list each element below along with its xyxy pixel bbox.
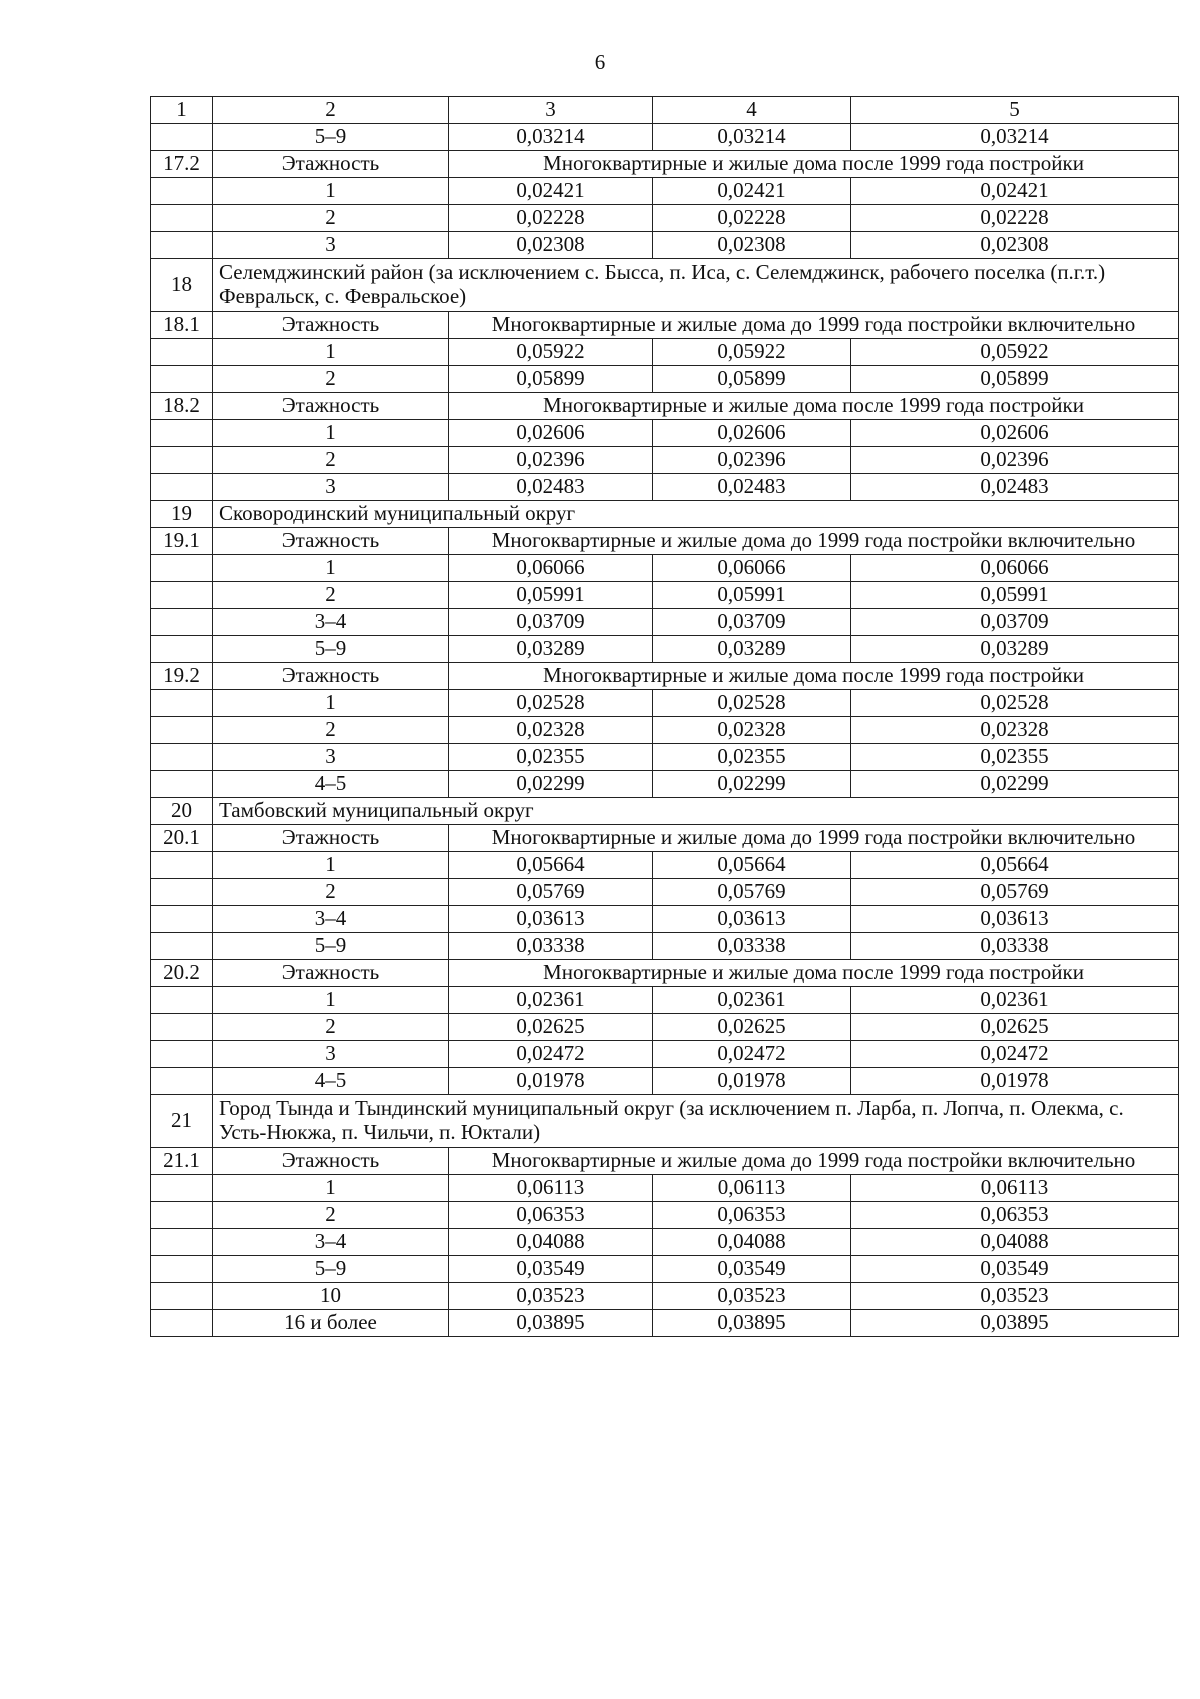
table-row: [151, 474, 1179, 501]
subsection-number: 21.1: [151, 1148, 213, 1175]
value-cell: 0,02625: [851, 1014, 1179, 1041]
value-cell: 0,02228: [851, 205, 1179, 232]
floors-header: Этажность: [213, 528, 449, 555]
value-cell: 0,05991: [851, 582, 1179, 609]
floors-cell: 1: [213, 690, 449, 717]
table-header-row: [151, 97, 1179, 124]
row-number-cell: [151, 690, 213, 717]
row-number-cell: [151, 636, 213, 663]
value-cell: 0,02421: [851, 178, 1179, 205]
row-number-cell: [151, 1175, 213, 1202]
row-number-cell: [151, 447, 213, 474]
table-row: [151, 555, 1179, 582]
row-number-cell: [151, 1283, 213, 1310]
floors-cell: 1: [213, 555, 449, 582]
value-cell: 0,03338: [653, 933, 851, 960]
value-cell: 0,02299: [449, 771, 653, 798]
value-cell: 0,03895: [851, 1310, 1179, 1337]
table-row: [151, 1256, 1179, 1283]
value-cell: 0,03549: [851, 1256, 1179, 1283]
header-cell: 4: [653, 97, 851, 124]
header-cell: 3: [449, 97, 653, 124]
value-cell: 0,05899: [449, 366, 653, 393]
subsection-number: 20.1: [151, 825, 213, 852]
row-number-cell: [151, 852, 213, 879]
value-cell: 0,03289: [653, 636, 851, 663]
subsection-number: 20.2: [151, 960, 213, 987]
row-number-cell: [151, 555, 213, 582]
value-cell: 0,02308: [851, 232, 1179, 259]
value-cell: 0,02528: [653, 690, 851, 717]
value-cell: 0,02625: [449, 1014, 653, 1041]
subsection-row: [151, 960, 1179, 987]
value-cell: 0,05991: [449, 582, 653, 609]
section-title: Сковородинский муниципальный округ: [213, 501, 1179, 528]
value-cell: 0,03214: [851, 124, 1179, 151]
floors-header: Этажность: [213, 960, 449, 987]
value-cell: 0,02528: [449, 690, 653, 717]
floors-cell: 3–4: [213, 1229, 449, 1256]
floors-cell: 2: [213, 879, 449, 906]
table-row: [151, 339, 1179, 366]
value-cell: 0,03709: [653, 609, 851, 636]
floors-cell: 1: [213, 420, 449, 447]
row-number-cell: [151, 1202, 213, 1229]
section-number: 18: [151, 259, 213, 312]
value-cell: 0,03895: [449, 1310, 653, 1337]
floors-header: Этажность: [213, 312, 449, 339]
table-row: [151, 232, 1179, 259]
row-number-cell: [151, 1068, 213, 1095]
value-cell: 0,01978: [851, 1068, 1179, 1095]
section-row: [151, 259, 1179, 312]
header-cell: 1: [151, 97, 213, 124]
row-number-cell: [151, 420, 213, 447]
value-cell: 0,02328: [449, 717, 653, 744]
table-row: [151, 609, 1179, 636]
value-cell: 0,04088: [449, 1229, 653, 1256]
table-row: [151, 636, 1179, 663]
building-category: Многоквартирные и жилые дома после 1999 года постройки: [449, 393, 1179, 420]
table-row: [151, 1014, 1179, 1041]
value-cell: 0,02228: [653, 205, 851, 232]
building-category: Многоквартирные и жилые дома до 1999 года постройки включительно: [449, 528, 1179, 555]
value-cell: 0,05664: [653, 852, 851, 879]
table-row: [151, 1175, 1179, 1202]
table-row: [151, 420, 1179, 447]
value-cell: 0,03523: [449, 1283, 653, 1310]
value-cell: 0,03338: [851, 933, 1179, 960]
value-cell: 0,03613: [851, 906, 1179, 933]
row-number-cell: [151, 717, 213, 744]
value-cell: 0,01978: [653, 1068, 851, 1095]
value-cell: 0,02606: [653, 420, 851, 447]
floors-cell: 3: [213, 1041, 449, 1068]
building-category: Многоквартирные и жилые дома до 1999 года постройки включительно: [449, 1148, 1179, 1175]
value-cell: 0,02396: [653, 447, 851, 474]
value-cell: 0,06066: [653, 555, 851, 582]
row-number-cell: [151, 366, 213, 393]
value-cell: 0,03895: [653, 1310, 851, 1337]
subsection-row: [151, 312, 1179, 339]
row-number-cell: [151, 1256, 213, 1283]
row-number-cell: [151, 1014, 213, 1041]
floors-cell: 2: [213, 1202, 449, 1229]
table-row: [151, 582, 1179, 609]
value-cell: 0,05922: [851, 339, 1179, 366]
table-row: [151, 1229, 1179, 1256]
floors-cell: 3–4: [213, 609, 449, 636]
value-cell: 0,06353: [449, 1202, 653, 1229]
floors-header: Этажность: [213, 151, 449, 178]
value-cell: 0,05664: [851, 852, 1179, 879]
floors-cell: 2: [213, 366, 449, 393]
floors-cell: 5–9: [213, 933, 449, 960]
value-cell: 0,02472: [653, 1041, 851, 1068]
value-cell: 0,02421: [653, 178, 851, 205]
value-cell: 0,05922: [449, 339, 653, 366]
value-cell: 0,03214: [449, 124, 653, 151]
value-cell: 0,03214: [653, 124, 851, 151]
table-row: [151, 178, 1179, 205]
subsection-number: 18.2: [151, 393, 213, 420]
value-cell: 0,02355: [653, 744, 851, 771]
value-cell: 0,02606: [851, 420, 1179, 447]
table-row: [151, 906, 1179, 933]
value-cell: 0,05991: [653, 582, 851, 609]
value-cell: 0,04088: [653, 1229, 851, 1256]
table-row: [151, 1202, 1179, 1229]
section-title: Селемджинский район (за исключением с. Бысса, п. Иса, с. Селемджинск, рабочего поселка (п.г.т.) Февральск, с. Февральское): [213, 259, 1179, 312]
floors-cell: 1: [213, 852, 449, 879]
value-cell: 0,02483: [851, 474, 1179, 501]
value-cell: 0,05769: [653, 879, 851, 906]
value-cell: 0,02361: [653, 987, 851, 1014]
table-row: [151, 124, 1179, 151]
value-cell: 0,06113: [449, 1175, 653, 1202]
building-category: Многоквартирные и жилые дома после 1999 года постройки: [449, 151, 1179, 178]
table-row: [151, 852, 1179, 879]
row-number-cell: [151, 906, 213, 933]
table-row: [151, 987, 1179, 1014]
subsection-row: [151, 151, 1179, 178]
value-cell: 0,02355: [449, 744, 653, 771]
floors-cell: 2: [213, 447, 449, 474]
table-row: [151, 205, 1179, 232]
value-cell: 0,05899: [851, 366, 1179, 393]
subsection-number: 19.1: [151, 528, 213, 555]
table-row: [151, 366, 1179, 393]
row-number-cell: [151, 609, 213, 636]
subsection-row: [151, 1148, 1179, 1175]
value-cell: 0,02361: [449, 987, 653, 1014]
section-title: Город Тында и Тындинский муниципальный округ (за исключением п. Ларба, п. Лопча, п. Олекма, с. Усть-Нюкжа, п. Чильчи, п. Юктали): [213, 1095, 1179, 1148]
row-number-cell: [151, 339, 213, 366]
floors-cell: 2: [213, 205, 449, 232]
floors-header: Этажность: [213, 825, 449, 852]
table-row: [151, 744, 1179, 771]
building-category: Многоквартирные и жилые дома до 1999 года постройки включительно: [449, 825, 1179, 852]
table-row: [151, 1310, 1179, 1337]
value-cell: 0,02228: [449, 205, 653, 232]
floors-cell: 1: [213, 178, 449, 205]
value-cell: 0,06066: [449, 555, 653, 582]
value-cell: 0,05899: [653, 366, 851, 393]
value-cell: 0,02483: [449, 474, 653, 501]
subsection-row: [151, 825, 1179, 852]
value-cell: 0,02528: [851, 690, 1179, 717]
value-cell: 0,02355: [851, 744, 1179, 771]
value-cell: 0,03289: [449, 636, 653, 663]
value-cell: 0,03549: [449, 1256, 653, 1283]
value-cell: 0,03523: [851, 1283, 1179, 1310]
section-number: 19: [151, 501, 213, 528]
section-number: 20: [151, 798, 213, 825]
value-cell: 0,05769: [851, 879, 1179, 906]
value-cell: 0,02328: [653, 717, 851, 744]
header-cell: 2: [213, 97, 449, 124]
floors-cell: 1: [213, 987, 449, 1014]
value-cell: 0,02472: [851, 1041, 1179, 1068]
row-number-cell: [151, 744, 213, 771]
value-cell: 0,02396: [851, 447, 1179, 474]
value-cell: 0,06113: [653, 1175, 851, 1202]
value-cell: 0,02421: [449, 178, 653, 205]
value-cell: 0,02299: [851, 771, 1179, 798]
floors-cell: 5–9: [213, 124, 449, 151]
section-title: Тамбовский муниципальный округ: [213, 798, 1179, 825]
value-cell: 0,03523: [653, 1283, 851, 1310]
value-cell: 0,02625: [653, 1014, 851, 1041]
value-cell: 0,03289: [851, 636, 1179, 663]
row-number-cell: [151, 1310, 213, 1337]
value-cell: 0,03613: [449, 906, 653, 933]
floors-cell: 3–4: [213, 906, 449, 933]
value-cell: 0,05664: [449, 852, 653, 879]
value-cell: 0,03613: [653, 906, 851, 933]
value-cell: 0,06113: [851, 1175, 1179, 1202]
floors-cell: 4–5: [213, 1068, 449, 1095]
value-cell: 0,02472: [449, 1041, 653, 1068]
value-cell: 0,02328: [851, 717, 1179, 744]
row-number-cell: [151, 178, 213, 205]
floors-header: Этажность: [213, 393, 449, 420]
value-cell: 0,02396: [449, 447, 653, 474]
floors-cell: 4–5: [213, 771, 449, 798]
building-category: Многоквартирные и жилые дома до 1999 года постройки включительно: [449, 312, 1179, 339]
value-cell: 0,04088: [851, 1229, 1179, 1256]
building-category: Многоквартирные и жилые дома после 1999 года постройки: [449, 663, 1179, 690]
value-cell: 0,02361: [851, 987, 1179, 1014]
header-cell: 5: [851, 97, 1179, 124]
table-body: [151, 124, 1179, 1337]
row-number-cell: [151, 582, 213, 609]
floors-cell: 1: [213, 1175, 449, 1202]
value-cell: 0,02308: [653, 232, 851, 259]
floors-cell: 3: [213, 474, 449, 501]
value-cell: 0,02299: [653, 771, 851, 798]
row-number-cell: [151, 205, 213, 232]
floors-cell: 3: [213, 232, 449, 259]
floors-cell: 1: [213, 339, 449, 366]
value-cell: 0,03709: [449, 609, 653, 636]
table-row: [151, 933, 1179, 960]
row-number-cell: [151, 987, 213, 1014]
section-row: [151, 1095, 1179, 1148]
floors-cell: 16 и более: [213, 1310, 449, 1337]
value-cell: 0,02483: [653, 474, 851, 501]
building-category: Многоквартирные и жилые дома после 1999 года постройки: [449, 960, 1179, 987]
table-row: [151, 879, 1179, 906]
value-cell: 0,01978: [449, 1068, 653, 1095]
row-number-cell: [151, 124, 213, 151]
subsection-row: [151, 393, 1179, 420]
floors-cell: 2: [213, 717, 449, 744]
value-cell: 0,02308: [449, 232, 653, 259]
row-number-cell: [151, 1229, 213, 1256]
floors-header: Этажность: [213, 663, 449, 690]
floors-cell: 2: [213, 582, 449, 609]
table-row: [151, 771, 1179, 798]
section-row: [151, 501, 1179, 528]
table-row: [151, 717, 1179, 744]
subsection-number: 19.2: [151, 663, 213, 690]
floors-header: Этажность: [213, 1148, 449, 1175]
value-cell: 0,03709: [851, 609, 1179, 636]
subsection-number: 18.1: [151, 312, 213, 339]
row-number-cell: [151, 771, 213, 798]
subsection-row: [151, 663, 1179, 690]
value-cell: 0,05922: [653, 339, 851, 366]
table-row: [151, 1283, 1179, 1310]
floors-cell: 5–9: [213, 1256, 449, 1283]
value-cell: 0,02606: [449, 420, 653, 447]
value-cell: 0,03338: [449, 933, 653, 960]
section-row: [151, 798, 1179, 825]
value-cell: 0,05769: [449, 879, 653, 906]
row-number-cell: [151, 232, 213, 259]
floors-cell: 3: [213, 744, 449, 771]
subsection-number: 17.2: [151, 151, 213, 178]
value-cell: 0,06353: [653, 1202, 851, 1229]
floors-cell: 10: [213, 1283, 449, 1310]
table-row: [151, 447, 1179, 474]
table-row: [151, 1041, 1179, 1068]
row-number-cell: [151, 1041, 213, 1068]
value-cell: 0,06353: [851, 1202, 1179, 1229]
value-cell: 0,03549: [653, 1256, 851, 1283]
row-number-cell: [151, 474, 213, 501]
table-row: [151, 1068, 1179, 1095]
table-row: [151, 690, 1179, 717]
floors-cell: 5–9: [213, 636, 449, 663]
page-number: 6: [594, 50, 606, 74]
row-number-cell: [151, 879, 213, 906]
section-number: 21: [151, 1095, 213, 1148]
floors-cell: 2: [213, 1014, 449, 1041]
subsection-row: [151, 528, 1179, 555]
row-number-cell: [151, 933, 213, 960]
coefficients-table: [150, 96, 1179, 1337]
value-cell: 0,06066: [851, 555, 1179, 582]
